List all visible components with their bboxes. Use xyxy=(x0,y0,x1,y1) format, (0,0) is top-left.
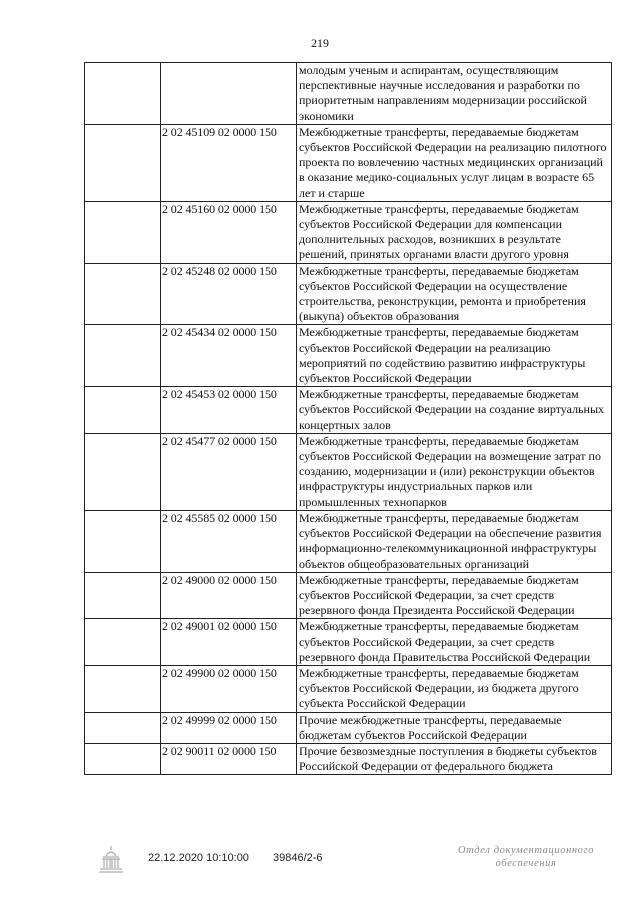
table-row xyxy=(85,619,612,666)
description-cell: Межбюджетные трансферты, передаваемые бюджетам субъектов Российской Федерации на осуществление строительства, реконструкции, ремонта и приобретения (выкупа) объектов образования xyxy=(297,263,612,325)
row-empty-cell xyxy=(85,712,161,743)
table-body xyxy=(85,63,612,775)
row-empty-cell xyxy=(85,201,161,263)
budget-code-cell: 2 02 90011 02 0000 150 xyxy=(161,743,297,774)
description-cell: Прочие межбюджетные трансферты, передаваемые бюджетам субъектов Российской Федерации xyxy=(297,712,612,743)
description-cell: Межбюджетные трансферты, передаваемые бюджетам субъектов Российской Федерации на создание виртуальных концертных залов xyxy=(297,387,612,434)
table-row xyxy=(85,63,612,125)
budget-code-cell: 2 02 45434 02 0000 150 xyxy=(161,325,297,387)
description-cell: Межбюджетные трансферты, передаваемые бюджетам субъектов Российской Федерации, за счет средств резервного фонда Президента Российской Федерации xyxy=(297,572,612,619)
row-empty-cell xyxy=(85,124,161,201)
row-empty-cell xyxy=(85,743,161,774)
budget-code-cell: 2 02 45109 02 0000 150 xyxy=(161,124,297,201)
table-row xyxy=(85,665,612,712)
page-footer xyxy=(0,838,640,888)
stamp-line-1: Отдел документационного xyxy=(457,845,595,856)
table-row xyxy=(85,124,612,201)
table-row xyxy=(85,743,612,774)
budget-code-cell: 2 02 45453 02 0000 150 xyxy=(161,387,297,434)
footer-datetime: 22.12.2020 10:10:00 xyxy=(148,852,249,864)
description-cell: Межбюджетные трансферты, передаваемые бюджетам субъектов Российской Федерации, из бюджета другого субъекта Российской Федерации xyxy=(297,665,612,712)
budget-code-cell: 2 02 49900 02 0000 150 xyxy=(161,665,297,712)
budget-code-cell: 2 02 45160 02 0000 150 xyxy=(161,201,297,263)
description-cell: Межбюджетные трансферты, передаваемые бюджетам субъектов Российской Федерации на реализацию пилотного проекта по вовлечению частных медицинских организаций в оказание медико-социальных услуг лицам в возрасте 65 лет и старше xyxy=(297,124,612,201)
table-row xyxy=(85,325,612,387)
table-row xyxy=(85,433,612,510)
description-cell: Межбюджетные трансферты, передаваемые бюджетам субъектов Российской Федерации для компенсации дополнительных расходов, возникших в результате решений, принятых органами власти другого уровня xyxy=(297,201,612,263)
budget-code-cell: 2 02 49000 02 0000 150 xyxy=(161,572,297,619)
stamp-line-2: обеспечения xyxy=(495,858,557,869)
table-row xyxy=(85,572,612,619)
row-empty-cell xyxy=(85,325,161,387)
row-empty-cell xyxy=(85,63,161,125)
page-number: 219 xyxy=(311,36,329,50)
description-cell: молодым ученым и аспирантам, осуществляющим перспективные научные исследования и разработки по приоритетным направлениям модернизации российской экономики xyxy=(297,63,612,125)
budget-code-cell: 2 02 45477 02 0000 150 xyxy=(161,433,297,510)
description-cell: Межбюджетные трансферты, передаваемые бюджетам субъектов Российской Федерации на реализацию мероприятий по содействию развитию инфраструктуры субъектов Российской Федерации xyxy=(297,325,612,387)
budget-classification-table xyxy=(84,62,612,775)
table-row xyxy=(85,387,612,434)
table-row xyxy=(85,263,612,325)
duma-building-icon xyxy=(98,844,124,876)
row-empty-cell xyxy=(85,387,161,434)
table-row xyxy=(85,510,612,572)
description-cell: Прочие безвозмездные поступления в бюджеты субъектов Российской Федерации от федерального бюджета xyxy=(297,743,612,774)
row-empty-cell xyxy=(85,665,161,712)
row-empty-cell xyxy=(85,510,161,572)
row-empty-cell xyxy=(85,619,161,666)
table-row xyxy=(85,712,612,743)
description-cell: Межбюджетные трансферты, передаваемые бюджетам субъектов Российской Федерации, за счет средств резервного фонда Правительства Российской Федерации xyxy=(297,619,612,666)
description-cell: Межбюджетные трансферты, передаваемые бюджетам субъектов Российской Федерации на обеспечение развития информационно-телекоммуникационной инфраструктуры объектов общеобразовательных организаций xyxy=(297,510,612,572)
budget-code-cell: 2 02 45585 02 0000 150 xyxy=(161,510,297,572)
description-cell: Межбюджетные трансферты, передаваемые бюджетам субъектов Российской Федерации на возмещение затрат по созданию, модернизации и (или) реконструкции объектов инфраструктуры индустриальных парков или промышленных технопарков xyxy=(297,433,612,510)
footer-document-code: 39846/2-6 xyxy=(273,852,323,864)
budget-code-cell: 2 02 49999 02 0000 150 xyxy=(161,712,297,743)
budget-code-cell: 2 02 45248 02 0000 150 xyxy=(161,263,297,325)
budget-code-cell: 2 02 49001 02 0000 150 xyxy=(161,619,297,666)
table-row xyxy=(85,201,612,263)
row-empty-cell xyxy=(85,572,161,619)
department-stamp xyxy=(436,844,616,870)
budget-code-cell xyxy=(161,63,297,125)
row-empty-cell xyxy=(85,263,161,325)
row-empty-cell xyxy=(85,433,161,510)
